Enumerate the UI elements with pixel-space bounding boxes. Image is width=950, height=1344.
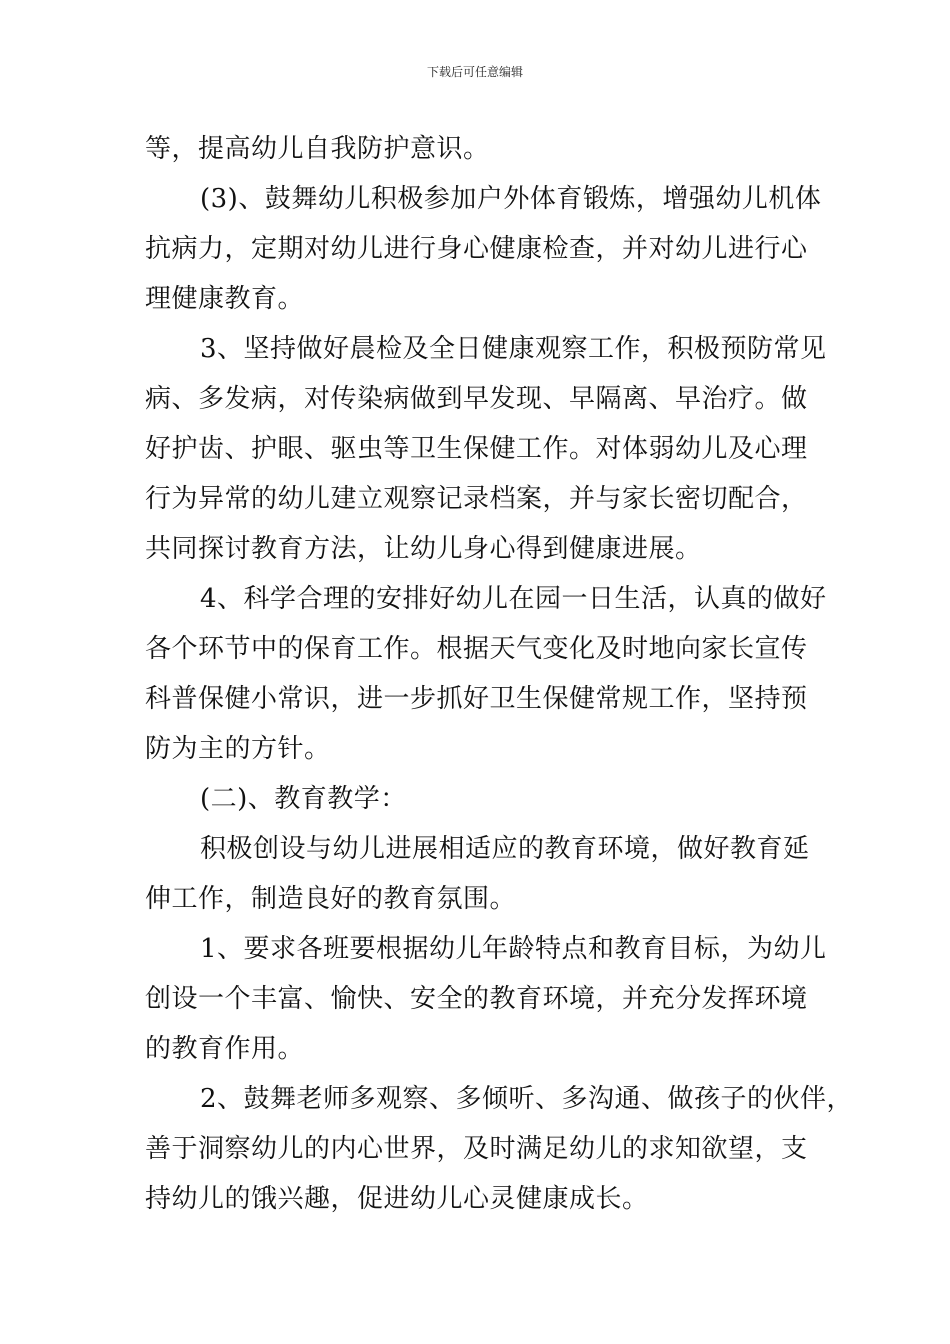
section-heading: (二)、教育教学：: [200, 784, 407, 814]
text-line: 共同探讨教育方法，让幼儿身心得到健康进展。: [145, 534, 702, 564]
text-line: 1、要求各班要根据幼儿年龄特点和教育目标，为幼儿: [200, 934, 827, 964]
text-line: 3、坚持做好晨检及全日健康观察工作，积极预防常见: [200, 334, 827, 364]
text-line: 好护齿、护眼、驱虫等卫生保健工作。对体弱幼儿及心理: [145, 434, 808, 464]
text-line: 持幼儿的饿兴趣，促进幼儿心灵健康成长。: [145, 1184, 649, 1214]
text-line: 2、鼓舞老师多观察、多倾听、多沟通、做孩子的伙伴，: [200, 1084, 854, 1114]
text-line: 伸工作，制造良好的教育氛围。: [145, 884, 517, 914]
text-line: 理健康教育。: [145, 284, 305, 314]
text-line: 防为主的方针。: [145, 734, 331, 764]
text-line: 的教育作用。: [145, 1034, 305, 1064]
text-line: 4、科学合理的安排好幼儿在园一日生活，认真的做好: [200, 584, 827, 614]
text-line: 积极创设与幼儿进展相适应的教育环境，做好教育延: [200, 834, 810, 864]
text-line: 各个环节中的保育工作。根据天气变化及时地向家长宣传: [145, 634, 808, 664]
text-line: (3)、鼓舞幼儿积极参加户外体育锻炼，增强幼儿机体: [200, 184, 822, 214]
text-line: 抗病力，定期对幼儿进行身心健康检查，并对幼儿进行心: [145, 234, 808, 264]
text-line: 病、多发病，对传染病做到早发现、早隔离、早治疗。做: [145, 384, 808, 414]
text-line: 等，提高幼儿自我防护意识。: [145, 134, 490, 164]
text-line: 行为异常的幼儿建立观察记录档案，并与家长密切配合，: [145, 484, 808, 514]
document-body: [145, 124, 854, 1224]
text-line: 科普保健小常识，进一步抓好卫生保健常规工作，坚持预: [145, 684, 808, 714]
page-header: 下载后可任意编辑: [426, 65, 523, 79]
text-line: 创设一个丰富、愉快、安全的教育环境，并充分发挥环境: [145, 984, 808, 1014]
text-line: 善于洞察幼儿的内心世界，及时满足幼儿的求知欲望，支: [145, 1134, 808, 1164]
